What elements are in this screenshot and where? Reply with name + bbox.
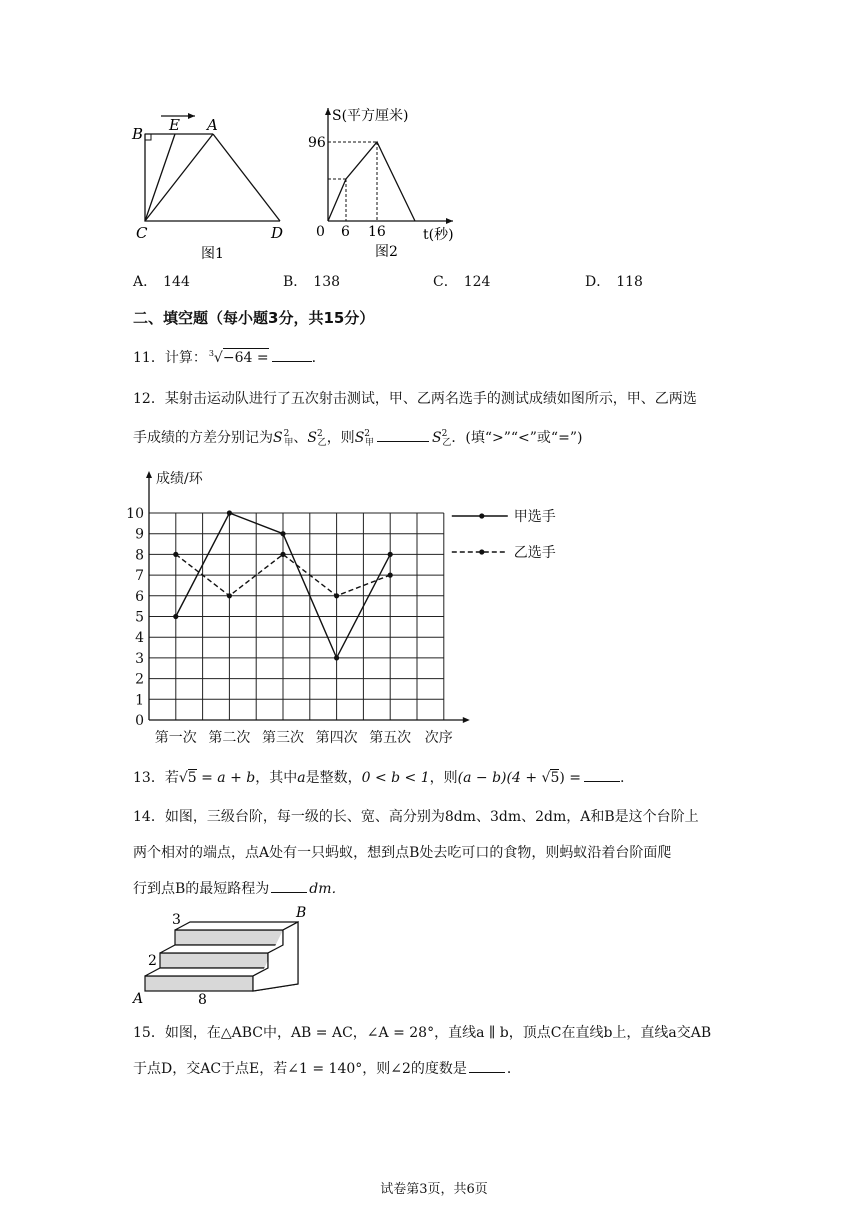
fig2-x-axis-label: t(秒) (423, 227, 454, 243)
fig1-label-a: A (207, 116, 218, 134)
y-axis-title: 成绩/环 (156, 471, 203, 487)
stair-label-3: 3 (172, 912, 181, 928)
fig2-y-axis-label: S(平方厘米) (332, 108, 409, 124)
question-14-line-1: 14．如图，三级台阶，每一级的长、宽、高分别为8dm、3dm、2dm，A和B是这个台阶上 (133, 809, 699, 825)
staircase-figure (128, 904, 318, 1008)
fig1-label-e: E (169, 116, 180, 134)
fig1-label-d: D (271, 224, 284, 242)
data-point (280, 552, 285, 557)
y-tick-label: 3 (135, 650, 144, 667)
data-point (280, 531, 285, 536)
q14-answer-blank[interactable] (271, 880, 307, 893)
fig1-label-b: B (132, 125, 144, 143)
section-2-title: 二、填空题（每小题3分，共15分） (133, 309, 375, 327)
y-tick-label: 10 (126, 506, 144, 522)
question-11: 11．计算： $^3$√−64 = . (133, 349, 317, 366)
stair-label-a: A (133, 991, 144, 1007)
question-15-line-2: 于点D，交AC于点E，若∠1 = 140°，则∠2的度数是 ． (133, 1061, 521, 1077)
score-line-chart (126, 462, 570, 752)
question-14-line-3: 行到点B的最短路程为 dm． (133, 881, 346, 897)
x-tick-label: 第三次 (262, 730, 304, 746)
figure-2 (305, 100, 465, 264)
question-14-line-2: 两个相对的端点，点A处有一只蚂蚁，想到点B处去吃可口的食物，则蚂蚁沿着台阶面爬 (133, 845, 672, 861)
fig2-x-tick-6: 6 (341, 224, 350, 240)
question-12-line-1: 12．某射击运动队进行了五次射击测试，甲、乙两名选手的测试成绩如图所示，甲、乙两选 (133, 391, 697, 407)
stair-label-2: 2 (148, 953, 157, 969)
q13-answer-blank[interactable] (584, 769, 620, 782)
data-point (388, 552, 393, 557)
question-15-line-1: 15．如图，在△ABC中，AB = AC，∠A = 28°，直线a ∥ b，顶点C在直线b上，直线a交AB (133, 1025, 712, 1041)
stair-label-8: 8 (198, 992, 207, 1008)
legend-marker (479, 549, 484, 554)
data-point (388, 573, 393, 578)
legend-marker (479, 513, 484, 518)
fig1-caption: 图1 (201, 246, 224, 262)
fig2-x-tick-16: 16 (368, 224, 386, 240)
y-tick-label: 2 (135, 671, 144, 688)
x-axis-arrow (463, 717, 470, 723)
y-tick-label: 4 (135, 630, 144, 647)
q11-answer-blank[interactable] (272, 349, 312, 362)
data-point (334, 593, 339, 598)
data-point (227, 593, 232, 598)
y-tick-label: 7 (135, 568, 144, 585)
y-tick-label: 0 (135, 713, 144, 729)
question-13: 13．若√5 = a + b，其中a是整数，0 < b < 1，则(a − b)(4 + √5) = . (133, 770, 625, 786)
data-point (173, 614, 178, 619)
legend-label: 甲选手 (513, 509, 556, 525)
radical-sign: √ (213, 350, 223, 366)
x-tick-label: 第四次 (315, 730, 358, 746)
y-tick-label: 5 (135, 609, 144, 626)
question-12-line-2: 手成绩的方差分别记为$S^2_甲$、$S^2_乙$，则$S^2_甲$ $S^2_乙$．(填“>”“<”或“=”) (133, 429, 583, 448)
q12-answer-blank[interactable] (377, 429, 429, 442)
figure-1 (125, 108, 295, 264)
stair-label-b: B (296, 905, 307, 921)
option-b: B． 138 (283, 274, 341, 290)
fig2-y-tick: 96 (308, 135, 326, 151)
y-tick-label: 1 (135, 692, 144, 709)
option-c: C． 124 (433, 274, 491, 290)
q11-expression: −64 = (222, 350, 269, 366)
fig2-caption: 图2 (375, 244, 398, 260)
x-tick-label: 第一次 (154, 730, 197, 746)
q15-answer-blank[interactable] (469, 1060, 505, 1073)
data-point (334, 655, 339, 660)
y-axis-arrow (146, 471, 152, 478)
x-axis-title: 次序 (424, 730, 453, 746)
data-point (173, 552, 178, 557)
data-point (227, 510, 232, 515)
fig1-label-c: C (136, 224, 148, 242)
y-tick-label: 8 (135, 547, 144, 564)
fig2-x-tick-0: 0 (316, 224, 325, 240)
x-tick-label: 第五次 (369, 730, 412, 746)
y-tick-label: 9 (135, 526, 144, 543)
legend-label: 乙选手 (513, 545, 556, 561)
x-tick-label: 第二次 (208, 730, 251, 746)
y-tick-label: 6 (135, 588, 144, 605)
page-footer: 试卷第3页，共6页 (380, 1182, 488, 1197)
option-a: A． 144 (133, 274, 190, 290)
option-d: D． 118 (585, 274, 643, 290)
cube-root-symbol: 3 (208, 349, 214, 358)
